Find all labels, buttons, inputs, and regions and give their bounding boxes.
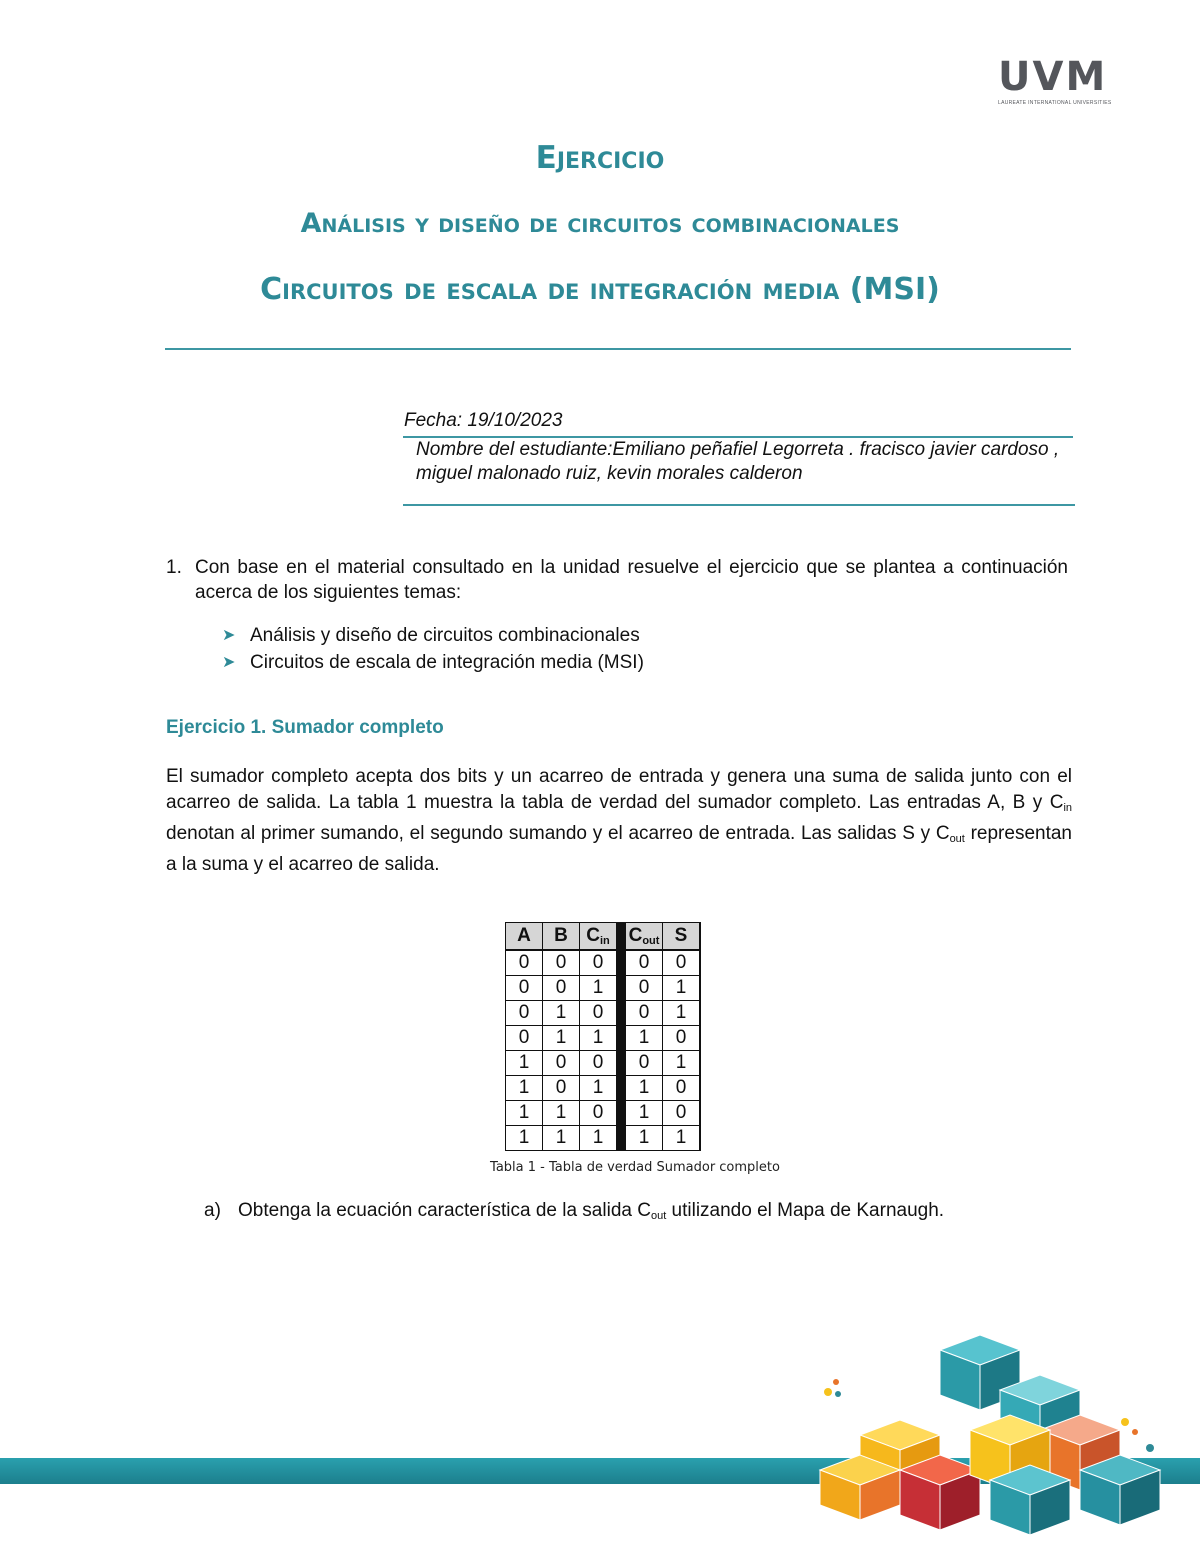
table-cell: 1: [580, 1026, 617, 1051]
description-part: representan a la suma y el acarreo de salida.: [166, 823, 1072, 875]
table-cell: 0: [626, 976, 663, 1001]
table-cell: 0: [506, 976, 543, 1001]
table-separator: [617, 1026, 626, 1051]
table-cell: 1: [663, 1126, 701, 1151]
table-cell: 1: [543, 1026, 580, 1051]
table-cell: 1: [626, 1026, 663, 1051]
question-a-text: Obtenga la ecuación característica de la salida C: [238, 1200, 651, 1221]
table-caption: Tabla 1 - Tabla de verdad Sumador completo: [490, 1160, 780, 1175]
header-cin: $C_{in}$: [580, 923, 617, 951]
table-row: [506, 1101, 701, 1126]
table-separator: [617, 923, 626, 951]
table-cell: 0: [543, 976, 580, 1001]
table-cell: 0: [663, 1101, 701, 1126]
table-cell: 0: [506, 950, 543, 976]
table-cell: 0: [663, 1026, 701, 1051]
table-cell: 1: [663, 976, 701, 1001]
exercise-heading: Ejercicio 1. Sumador completo: [166, 717, 444, 738]
table-cell: 0: [663, 950, 701, 976]
table-separator: [617, 950, 626, 976]
table-row: [506, 976, 701, 1001]
table-cell: 1: [543, 1101, 580, 1126]
table-cell: 1: [506, 1126, 543, 1151]
date-field: Fecha: 19/10/2023: [404, 410, 563, 431]
logo-wordmark: UVM: [998, 54, 1108, 100]
table-separator: [617, 1051, 626, 1076]
table-cell: 0: [506, 1001, 543, 1026]
header-cout: $C_{out}$: [626, 923, 663, 951]
table-separator: [617, 1076, 626, 1101]
cube-decoration: [800, 1330, 1200, 1550]
table-cell: 1: [626, 1076, 663, 1101]
list-item-text: Análisis y diseño de circuitos combinacionales: [250, 625, 640, 646]
question-number: 1.: [166, 557, 182, 578]
doc-subtitle-2: Circuitos de escala de integración media (MSI): [260, 272, 940, 307]
logo-tagline: LAUREATE INTERNATIONAL UNIVERSITIES: [998, 100, 1112, 106]
list-item-text: Circuitos de escala de integración media (MSI): [250, 652, 644, 673]
table-cell: 0: [626, 1051, 663, 1076]
table-cell: 0: [663, 1076, 701, 1101]
topic-list: [222, 622, 644, 676]
subscript-in: in: [1063, 802, 1072, 814]
table-cell: 1: [663, 1001, 701, 1026]
table-row: [506, 1051, 701, 1076]
table-cell: 0: [580, 1001, 617, 1026]
uvm-logo: [998, 56, 1122, 106]
table-cell: 0: [626, 1001, 663, 1026]
truth-table: [505, 922, 701, 1151]
title-divider: [165, 348, 1071, 350]
question-a: [204, 1200, 944, 1222]
table-cell: 0: [506, 1026, 543, 1051]
table-cell: 1: [506, 1076, 543, 1101]
table-row: [506, 1126, 701, 1151]
question-1: [166, 555, 1068, 605]
description-part: denotan al primer sumando, el segundo sumando y el acarreo de entrada. Las salidas S y C: [166, 823, 950, 844]
question-letter: a): [204, 1200, 221, 1221]
student-name-field: Nombre del estudiante:Emiliano peñafiel Legorreta . fracisco javier cardoso , miguel malonado ruiz, kevin morales calderon: [416, 439, 1060, 484]
list-item: [222, 622, 644, 649]
table-row: [506, 1026, 701, 1051]
arrow-bullet-icon: ➤: [222, 627, 236, 644]
table-cell: 1: [626, 1101, 663, 1126]
table-cell: 1: [663, 1051, 701, 1076]
table-row: [506, 1001, 701, 1026]
info-divider-bottom: [403, 504, 1075, 506]
doc-subtitle-1: Análisis y diseño de circuitos combinacionales: [300, 208, 900, 239]
subscript-out: out: [949, 833, 965, 845]
list-item: [222, 649, 644, 676]
table-cell: 1: [506, 1101, 543, 1126]
table-separator: [617, 1101, 626, 1126]
table-cell: 0: [580, 950, 617, 976]
table-header-row: [506, 923, 701, 951]
table-cell: 0: [543, 1076, 580, 1101]
table-cell: 0: [543, 1051, 580, 1076]
subscript-out: out: [650, 1210, 667, 1222]
table-cell: 1: [580, 1076, 617, 1101]
table-cell: 0: [543, 950, 580, 976]
table-cell: 1: [626, 1126, 663, 1151]
description-part: El sumador completo acepta dos bits y un acarreo de entrada y genera una suma de salida junto con el acarreo de salida. La tabla 1 muestra la tabla de verdad del sumador completo. Las entradas A, B y C: [166, 766, 1072, 813]
table-cell: 0: [580, 1101, 617, 1126]
header-a: A: [506, 923, 543, 951]
table-cell: 1: [506, 1051, 543, 1076]
header-b: B: [543, 923, 580, 951]
table-cell: 1: [580, 976, 617, 1001]
table-separator: [617, 1126, 626, 1151]
table-cell: 1: [543, 1001, 580, 1026]
table-row: [506, 1076, 701, 1101]
doc-title: Ejercicio: [535, 140, 665, 176]
table-cell: 1: [543, 1126, 580, 1151]
arrow-bullet-icon: ➤: [222, 654, 236, 671]
table-separator: [617, 976, 626, 1001]
question-text: Con base en el material consultado en la unidad resuelve el ejercicio que se plantea a continuación acerca de los siguientes temas:: [195, 557, 1068, 603]
table-row: [506, 950, 701, 976]
header-s: S: [663, 923, 701, 951]
table-cell: 1: [580, 1126, 617, 1151]
exercise-description: [166, 764, 1072, 878]
table-separator: [617, 1001, 626, 1026]
table-cell: 0: [626, 950, 663, 976]
question-a-text: utilizando el Mapa de Karnaugh.: [666, 1200, 945, 1221]
table-cell: 0: [580, 1051, 617, 1076]
